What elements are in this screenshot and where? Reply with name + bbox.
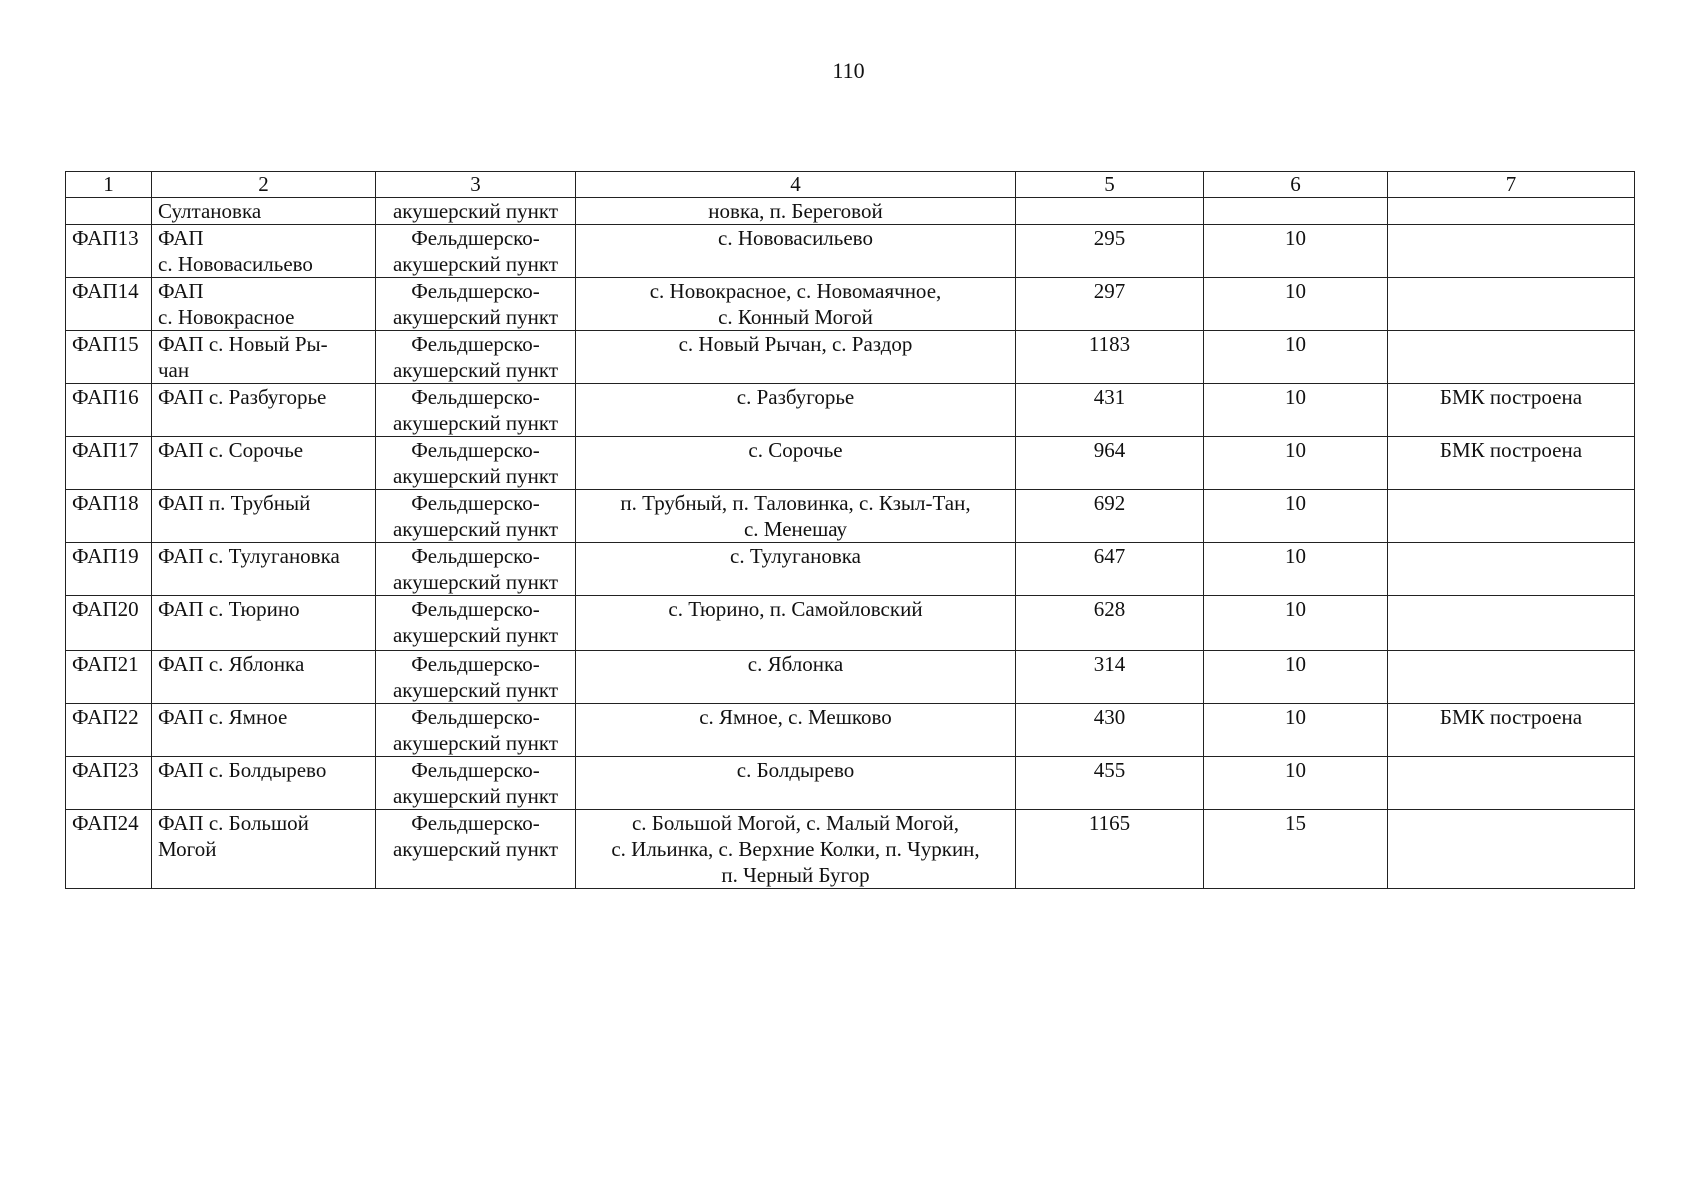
table-row [66, 651, 1635, 704]
facility-type-cell-line: акушерский пункт [392, 517, 559, 541]
facility-type-cell-line: акушерский пункт [392, 199, 559, 223]
facility-name-cell-line: Могой [158, 837, 217, 861]
facility-code-cell: ФАП16 [66, 384, 152, 437]
population-cell: 647 [1016, 543, 1204, 596]
facility-type-cell [376, 198, 576, 225]
service-area-cell-line: с. Ямное, с. Мешково [699, 705, 892, 729]
facility-type-cell-line: Фельдшерско- [411, 279, 540, 303]
population-cell: 628 [1016, 596, 1204, 651]
population-cell: 964 [1016, 437, 1204, 490]
value-cell: 10 [1204, 384, 1388, 437]
value-cell: 10 [1204, 225, 1388, 278]
facility-type-cell [376, 278, 576, 331]
table-row [66, 810, 1635, 889]
facility-name-cell-line: ФАП с. Ямное [158, 705, 288, 729]
population-cell: 455 [1016, 757, 1204, 810]
facility-type-cell-line: Фельдшерско- [411, 491, 540, 515]
table-row [66, 198, 1635, 225]
service-area-cell-line: с. Разбугорье [736, 385, 855, 409]
facility-type-cell [376, 651, 576, 704]
service-area-cell-line: с. Сорочье [748, 438, 843, 462]
population-cell: 692 [1016, 490, 1204, 543]
facility-type-cell-line: Фельдшерско- [411, 544, 540, 568]
service-area-cell-line: новка, п. Береговой [708, 199, 883, 223]
table-header-row [66, 172, 1635, 198]
facility-name-cell [152, 651, 376, 704]
value-cell: 10 [1204, 437, 1388, 490]
facility-name-cell-line: ФАП с. Новый Ры- [158, 332, 328, 356]
facility-name-cell [152, 757, 376, 810]
population-cell: 431 [1016, 384, 1204, 437]
table-row [66, 331, 1635, 384]
facility-name-cell [152, 278, 376, 331]
note-cell [1388, 490, 1635, 543]
value-cell [1204, 198, 1388, 225]
note-cell: БМК построена [1388, 437, 1635, 490]
facility-type-cell [376, 490, 576, 543]
note-cell [1388, 278, 1635, 331]
table-row [66, 225, 1635, 278]
facility-name-cell-line: ФАП с. Тулугановка [158, 544, 340, 568]
service-area-cell [576, 384, 1016, 437]
population-cell: 297 [1016, 278, 1204, 331]
facility-name-cell [152, 437, 376, 490]
facility-type-cell-line: акушерский пункт [392, 731, 559, 755]
facility-type-cell-line: акушерский пункт [392, 623, 559, 647]
facility-type-cell [376, 757, 576, 810]
value-cell: 10 [1204, 278, 1388, 331]
facility-code-cell: ФАП18 [66, 490, 152, 543]
facility-type-cell-line: Фельдшерско- [411, 705, 540, 729]
service-area-cell [576, 596, 1016, 651]
table-row [66, 757, 1635, 810]
facility-name-cell-line: с. Новокрасное [158, 305, 295, 329]
service-area-cell-line: с. Конный Могой [718, 305, 873, 329]
service-area-cell-line: с. Тулугановка [730, 544, 861, 568]
note-cell [1388, 810, 1635, 889]
facility-type-cell-line: Фельдшерско- [411, 226, 540, 250]
service-area-cell [576, 198, 1016, 225]
service-area-cell [576, 437, 1016, 490]
facility-type-cell-line: акушерский пункт [392, 570, 559, 594]
service-area-cell-line: с. Яблонка [747, 652, 844, 676]
service-area-cell [576, 490, 1016, 543]
note-cell [1388, 757, 1635, 810]
facility-type-cell [376, 704, 576, 757]
facility-type-cell [376, 225, 576, 278]
facility-code-cell: ФАП14 [66, 278, 152, 331]
service-area-cell-line: с. Тюрино, п. Самойловский [668, 597, 923, 621]
population-cell: 314 [1016, 651, 1204, 704]
column-header-4: 4 [576, 172, 1016, 198]
service-area-cell-line: с. Менешау [743, 517, 848, 541]
service-area-cell-line: п. Трубный, п. Таловинка, с. Кзыл-Тан, [620, 491, 971, 515]
facility-type-cell [376, 437, 576, 490]
note-cell: БМК построена [1388, 704, 1635, 757]
population-cell: 430 [1016, 704, 1204, 757]
population-cell [1016, 198, 1204, 225]
facility-code-cell: ФАП17 [66, 437, 152, 490]
service-area-cell [576, 704, 1016, 757]
note-cell [1388, 651, 1635, 704]
value-cell: 10 [1204, 596, 1388, 651]
column-header-1: 1 [66, 172, 152, 198]
note-cell [1388, 543, 1635, 596]
facility-name-cell-line: ФАП с. Болдырево [158, 758, 327, 782]
value-cell: 10 [1204, 757, 1388, 810]
facility-type-cell-line: Фельдшерско- [411, 332, 540, 356]
facility-type-cell-line: Фельдшерско- [411, 438, 540, 462]
column-header-5: 5 [1016, 172, 1204, 198]
service-area-cell [576, 225, 1016, 278]
value-cell: 10 [1204, 543, 1388, 596]
service-area-cell-line: с. Нововасильево [718, 226, 873, 250]
facility-name-cell [152, 198, 376, 225]
facility-name-cell-line: ФАП с. Разбугорье [158, 385, 327, 409]
facility-type-cell-line: акушерский пункт [392, 678, 559, 702]
facility-type-cell-line: Фельдшерско- [411, 652, 540, 676]
facility-type-cell-line: Фельдшерско- [411, 758, 540, 782]
service-area-cell-line: п. Черный Бугор [721, 863, 870, 887]
facility-name-cell-line: ФАП с. Яблонка [158, 652, 305, 676]
column-header-6: 6 [1204, 172, 1388, 198]
facility-type-cell-line: акушерский пункт [392, 464, 559, 488]
facility-code-cell [66, 198, 152, 225]
service-area-cell-line: с. Болдырево [736, 758, 855, 782]
facilities-table [65, 171, 1635, 889]
service-area-cell [576, 651, 1016, 704]
facility-type-cell-line: акушерский пункт [392, 305, 559, 329]
column-header-3: 3 [376, 172, 576, 198]
facility-type-cell-line: акушерский пункт [392, 837, 559, 861]
value-cell: 10 [1204, 490, 1388, 543]
facility-code-cell: ФАП19 [66, 543, 152, 596]
facility-name-cell [152, 543, 376, 596]
service-area-cell-line: с. Большой Могой, с. Малый Могой, [631, 811, 960, 835]
facility-name-cell [152, 384, 376, 437]
service-area-cell-line: с. Ильинка, с. Верхние Колки, п. Чуркин, [611, 837, 980, 861]
value-cell: 10 [1204, 331, 1388, 384]
table-row [66, 543, 1635, 596]
facility-type-cell-line: акушерский пункт [392, 252, 559, 276]
facility-code-cell: ФАП22 [66, 704, 152, 757]
facility-name-cell [152, 331, 376, 384]
service-area-cell-line: с. Новокрасное, с. Новомаячное, [649, 279, 942, 303]
facility-name-cell-line: ФАП с. Большой [158, 811, 309, 835]
facility-code-cell: ФАП15 [66, 331, 152, 384]
service-area-cell-line: с. Новый Рычан, с. Раздор [678, 332, 913, 356]
facility-type-cell-line: акушерский пункт [392, 358, 559, 382]
facility-name-cell-line: ФАП с. Тюрино [158, 597, 300, 621]
facility-name-cell [152, 596, 376, 651]
service-area-cell [576, 278, 1016, 331]
note-cell: БМК построена [1388, 384, 1635, 437]
note-cell [1388, 331, 1635, 384]
facility-name-cell-line: чан [158, 358, 190, 382]
facility-type-cell [376, 384, 576, 437]
note-cell [1388, 198, 1635, 225]
population-cell: 295 [1016, 225, 1204, 278]
population-cell: 1183 [1016, 331, 1204, 384]
facility-type-cell-line: акушерский пункт [392, 411, 559, 435]
facility-type-cell [376, 810, 576, 889]
value-cell: 15 [1204, 810, 1388, 889]
table-row [66, 490, 1635, 543]
table-row [66, 437, 1635, 490]
table-row [66, 278, 1635, 331]
column-header-7: 7 [1388, 172, 1635, 198]
table-row [66, 596, 1635, 651]
note-cell [1388, 225, 1635, 278]
table-row [66, 704, 1635, 757]
facility-code-cell: ФАП23 [66, 757, 152, 810]
facility-name-cell [152, 704, 376, 757]
service-area-cell [576, 331, 1016, 384]
facility-code-cell: ФАП20 [66, 596, 152, 651]
page-number: 110 [832, 58, 865, 83]
facility-type-cell [376, 331, 576, 384]
value-cell: 10 [1204, 704, 1388, 757]
service-area-cell [576, 810, 1016, 889]
facility-type-cell [376, 596, 576, 651]
facility-type-cell [376, 543, 576, 596]
population-cell: 1165 [1016, 810, 1204, 889]
facility-code-cell: ФАП13 [66, 225, 152, 278]
note-cell [1388, 596, 1635, 651]
facility-name-cell-line: ФАП [158, 226, 204, 250]
facility-name-cell-line: с. Нововасильево [158, 252, 313, 276]
table-row [66, 384, 1635, 437]
facility-type-cell-line: Фельдшерско- [411, 385, 540, 409]
facility-code-cell: ФАП24 [66, 810, 152, 889]
facility-name-cell [152, 810, 376, 889]
facility-name-cell-line: ФАП п. Трубный [158, 491, 311, 515]
facility-name-cell-line: ФАП с. Сорочье [158, 438, 304, 462]
facility-type-cell-line: акушерский пункт [392, 784, 559, 808]
service-area-cell [576, 543, 1016, 596]
value-cell: 10 [1204, 651, 1388, 704]
facility-type-cell-line: Фельдшерско- [411, 597, 540, 621]
facility-type-cell-line: Фельдшерско- [411, 811, 540, 835]
facility-name-cell [152, 225, 376, 278]
service-area-cell [576, 757, 1016, 810]
facility-name-cell-line: Султановка [158, 199, 262, 223]
column-header-2: 2 [152, 172, 376, 198]
facility-name-cell [152, 490, 376, 543]
facility-name-cell-line: ФАП [158, 279, 204, 303]
facility-code-cell: ФАП21 [66, 651, 152, 704]
